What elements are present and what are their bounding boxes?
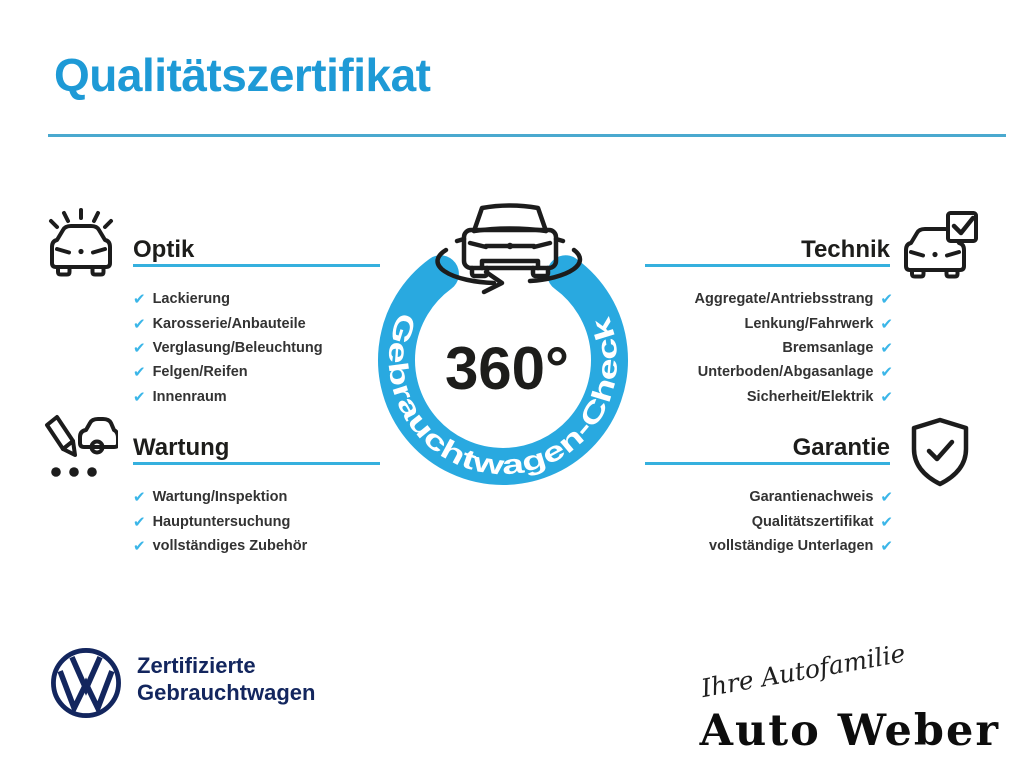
list-item: ✔ Hauptuntersuchung xyxy=(133,512,291,531)
section-heading-optik: Optik xyxy=(133,236,195,263)
list-item: ✔ Felgen/Reifen xyxy=(133,363,248,382)
vw-logo xyxy=(49,646,123,720)
garantie-underline xyxy=(645,462,890,465)
wartung-check-list xyxy=(133,485,307,558)
section-heading-wartung: Wartung xyxy=(133,434,230,461)
list-item: ✔ Karosserie/Anbauteile xyxy=(133,314,306,333)
dealer-name: Auto Weber xyxy=(699,706,1000,756)
list-item: vollständige Unterlagen ✔ xyxy=(709,536,893,555)
wartung-underline xyxy=(133,462,380,465)
check-icon: ✔ xyxy=(880,363,893,382)
check-icon: ✔ xyxy=(880,290,893,309)
check-icon: ✔ xyxy=(133,387,146,406)
list-item: ✔ Verglasung/Beleuchtung xyxy=(133,338,323,357)
list-item: Aggregate/Antriebsstrang ✔ xyxy=(694,290,893,309)
360-degree-badge xyxy=(355,160,655,515)
page-title: Qualitätszertifikat xyxy=(54,49,431,101)
list-item: Garantienachweis ✔ xyxy=(749,488,893,507)
check-icon: ✔ xyxy=(133,536,146,555)
check-icon: ✔ xyxy=(880,338,893,357)
shield-check-icon xyxy=(908,417,972,487)
technik-underline xyxy=(645,264,890,267)
list-item: ✔ Innenraum xyxy=(133,387,227,406)
check-icon: ✔ xyxy=(880,314,893,333)
optik-underline xyxy=(133,264,380,267)
car-checkbox-icon xyxy=(902,210,980,280)
service-checklist-icon xyxy=(40,410,118,482)
list-item: Qualitätszertifikat ✔ xyxy=(751,512,893,531)
sparkling-car-icon xyxy=(44,207,118,279)
section-heading-technik: Technik xyxy=(801,236,890,263)
list-item: Lenkung/Fahrwerk ✔ xyxy=(744,314,893,333)
garantie-check-list xyxy=(709,485,893,558)
badge-ring-label: Gebrauchtwagen-Check xyxy=(382,309,624,481)
list-item: Unterboden/Abgasanlage ✔ xyxy=(697,363,893,382)
section-heading-garantie: Garantie xyxy=(792,434,890,461)
check-icon: ✔ xyxy=(133,488,146,507)
check-icon: ✔ xyxy=(133,290,146,309)
badge-degree-label: 360° xyxy=(444,335,570,402)
check-icon: ✔ xyxy=(133,363,146,382)
check-icon: ✔ xyxy=(880,387,893,406)
check-icon: ✔ xyxy=(880,512,893,531)
check-icon: ✔ xyxy=(133,338,146,357)
vw-certified-label: Zertifizierte Gebrauchtwagen xyxy=(137,653,316,705)
optik-check-list xyxy=(133,287,323,409)
list-item: Sicherheit/Elektrik ✔ xyxy=(746,387,893,406)
list-item: Bremsanlage ✔ xyxy=(782,338,893,357)
check-icon: ✔ xyxy=(880,536,893,555)
check-icon: ✔ xyxy=(880,488,893,507)
list-item: ✔ Lackierung xyxy=(133,290,230,309)
check-icon: ✔ xyxy=(133,314,146,333)
list-item: ✔ Wartung/Inspektion xyxy=(133,488,288,507)
header-divider xyxy=(48,134,1006,137)
dealer-tagline: Ihre Autofamilie xyxy=(698,638,908,703)
technik-check-list xyxy=(695,287,893,409)
list-item: ✔ vollständiges Zubehör xyxy=(133,536,308,555)
check-icon: ✔ xyxy=(133,512,146,531)
